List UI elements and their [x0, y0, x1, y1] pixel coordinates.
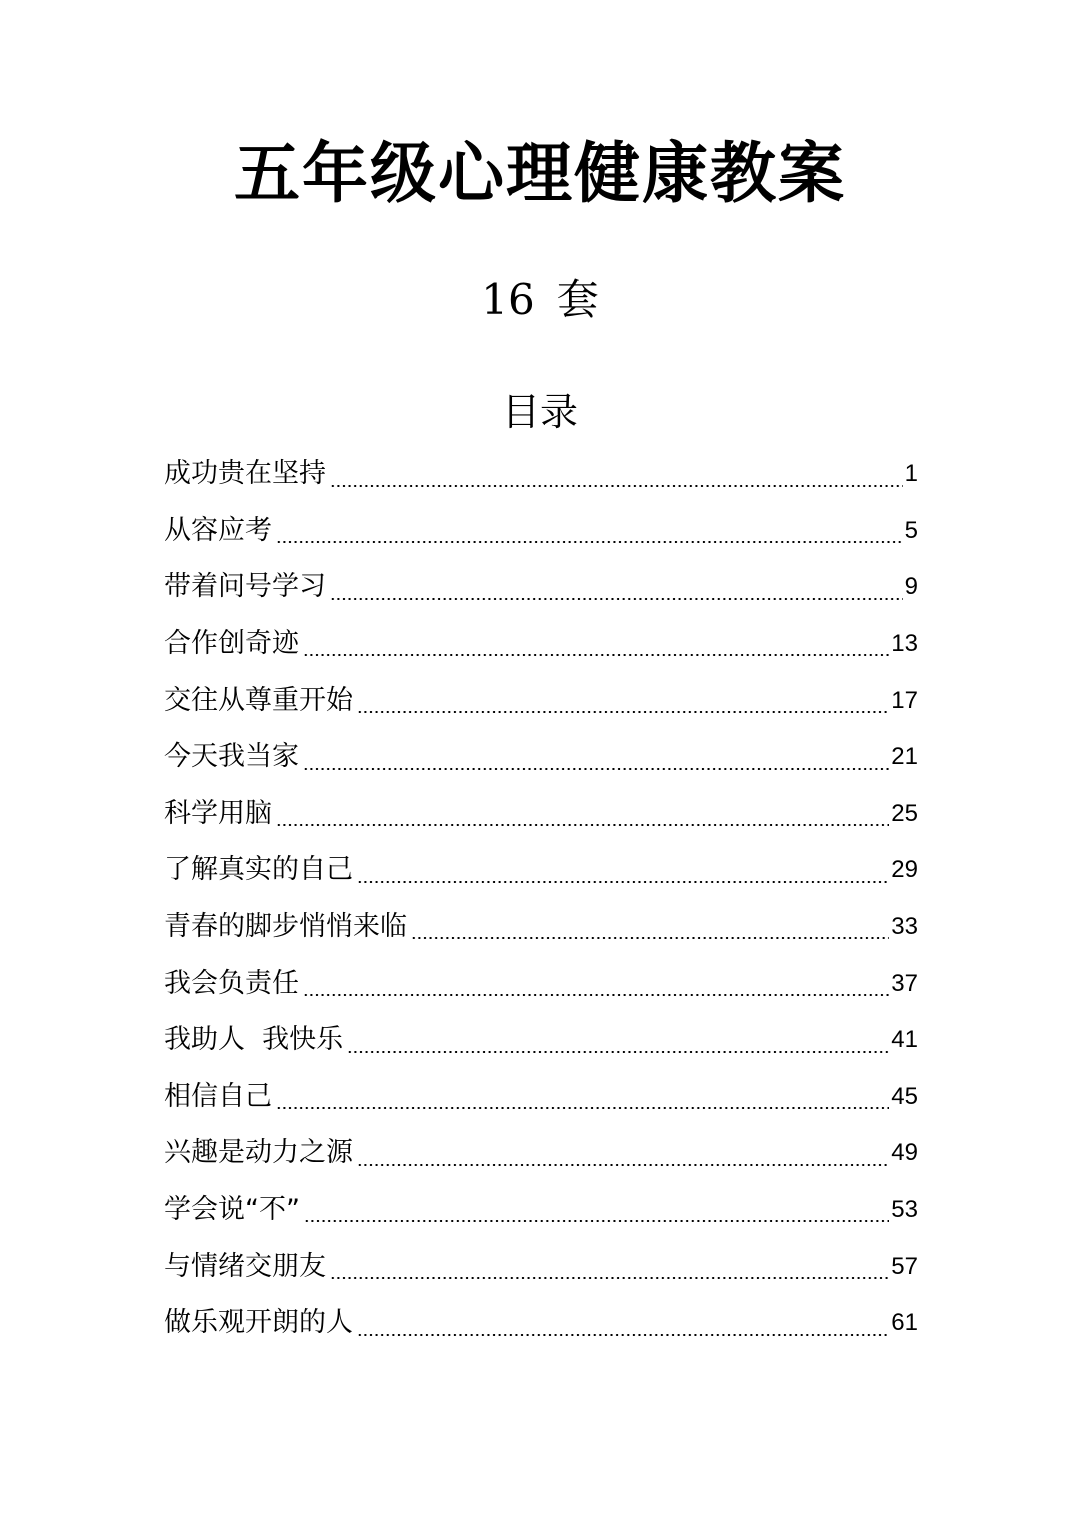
- toc-entry[interactable]: [164, 1295, 918, 1352]
- dot-leader: [330, 598, 903, 600]
- dot-leader: [347, 1051, 889, 1053]
- toc-entry-title: 成功贵在坚持: [164, 458, 326, 490]
- dot-leader: [357, 1164, 889, 1166]
- dot-leader: [303, 654, 889, 656]
- toc-entry-page: 37: [891, 969, 918, 997]
- dot-leader: [357, 711, 889, 713]
- document-title: 五年级心理健康教案: [234, 135, 846, 212]
- subtitle-number: 16: [481, 275, 535, 324]
- toc-entry-page: 45: [891, 1082, 918, 1110]
- toc-entry[interactable]: [164, 842, 918, 899]
- dot-leader: [330, 485, 903, 487]
- subtitle-unit: 套: [556, 275, 599, 324]
- toc-entry[interactable]: [164, 729, 918, 786]
- dot-leader: [357, 881, 889, 883]
- toc-entry[interactable]: [164, 955, 918, 1012]
- toc-entry[interactable]: [164, 1125, 918, 1182]
- toc-entry[interactable]: [164, 446, 918, 503]
- toc-entry[interactable]: [164, 786, 918, 843]
- table-of-contents: [164, 446, 918, 1352]
- toc-entry[interactable]: [164, 503, 918, 560]
- dot-leader: [303, 768, 889, 770]
- toc-entry-title: 兴趣是动力之源: [164, 1137, 353, 1169]
- toc-entry-title: 科学用脑: [164, 797, 272, 829]
- toc-entry-page: 9: [904, 573, 918, 601]
- toc-entry[interactable]: [164, 559, 918, 616]
- toc-entry[interactable]: [164, 1069, 918, 1126]
- toc-entry-title: 交往从尊重开始: [164, 684, 353, 716]
- dot-leader: [276, 1107, 889, 1109]
- dot-leader: [357, 1334, 889, 1336]
- toc-entry[interactable]: [164, 672, 918, 729]
- toc-entry-title: 相信自己: [164, 1080, 272, 1112]
- dot-leader: [303, 994, 889, 996]
- toc-entry-title: 带着问号学习: [164, 571, 326, 603]
- toc-entry[interactable]: [164, 1012, 918, 1069]
- toc-entry-title: 了解真实的自己: [164, 854, 353, 886]
- toc-entry-title: 今天我当家: [164, 741, 299, 773]
- toc-entry-page: 5: [904, 516, 918, 544]
- toc-entry-title: 学会说“不”: [164, 1194, 300, 1226]
- toc-entry-page: 33: [891, 913, 918, 941]
- toc-entry-page: 61: [891, 1309, 918, 1337]
- document-subtitle: [0, 272, 1080, 328]
- toc-entry-page: 13: [891, 630, 918, 658]
- toc-entry-title: 做乐观开朗的人: [164, 1307, 353, 1339]
- toc-entry[interactable]: [164, 1238, 918, 1295]
- toc-entry-page: 17: [891, 686, 918, 714]
- toc-entry-title: 合作创奇迹: [164, 628, 299, 660]
- dot-leader: [411, 937, 889, 939]
- toc-entry-title: 与情绪交朋友: [164, 1250, 326, 1282]
- toc-entry-page: 53: [891, 1196, 918, 1224]
- dot-leader: [330, 1277, 889, 1279]
- toc-heading: 目录: [501, 390, 578, 434]
- toc-entry-title: 我助人 我快乐: [164, 1024, 344, 1056]
- toc-entry[interactable]: [164, 1182, 918, 1239]
- toc-entry-title: 我会负责任: [164, 967, 299, 999]
- toc-entry-page: 1: [904, 460, 918, 488]
- toc-entry-page: 21: [891, 743, 918, 771]
- toc-entry[interactable]: [164, 616, 918, 673]
- toc-entry-page: 29: [891, 856, 918, 884]
- toc-entry-page: 41: [891, 1026, 918, 1054]
- dot-leader: [276, 824, 889, 826]
- toc-entry-page: 25: [891, 799, 918, 827]
- dot-leader: [276, 541, 903, 543]
- toc-entry[interactable]: [164, 899, 918, 956]
- toc-entry-title: 青春的脚步悄悄来临: [164, 911, 407, 943]
- toc-entry-page: 49: [891, 1139, 918, 1167]
- dot-leader: [304, 1220, 889, 1222]
- toc-entry-page: 57: [891, 1252, 918, 1280]
- toc-entry-title: 从容应考: [164, 514, 272, 546]
